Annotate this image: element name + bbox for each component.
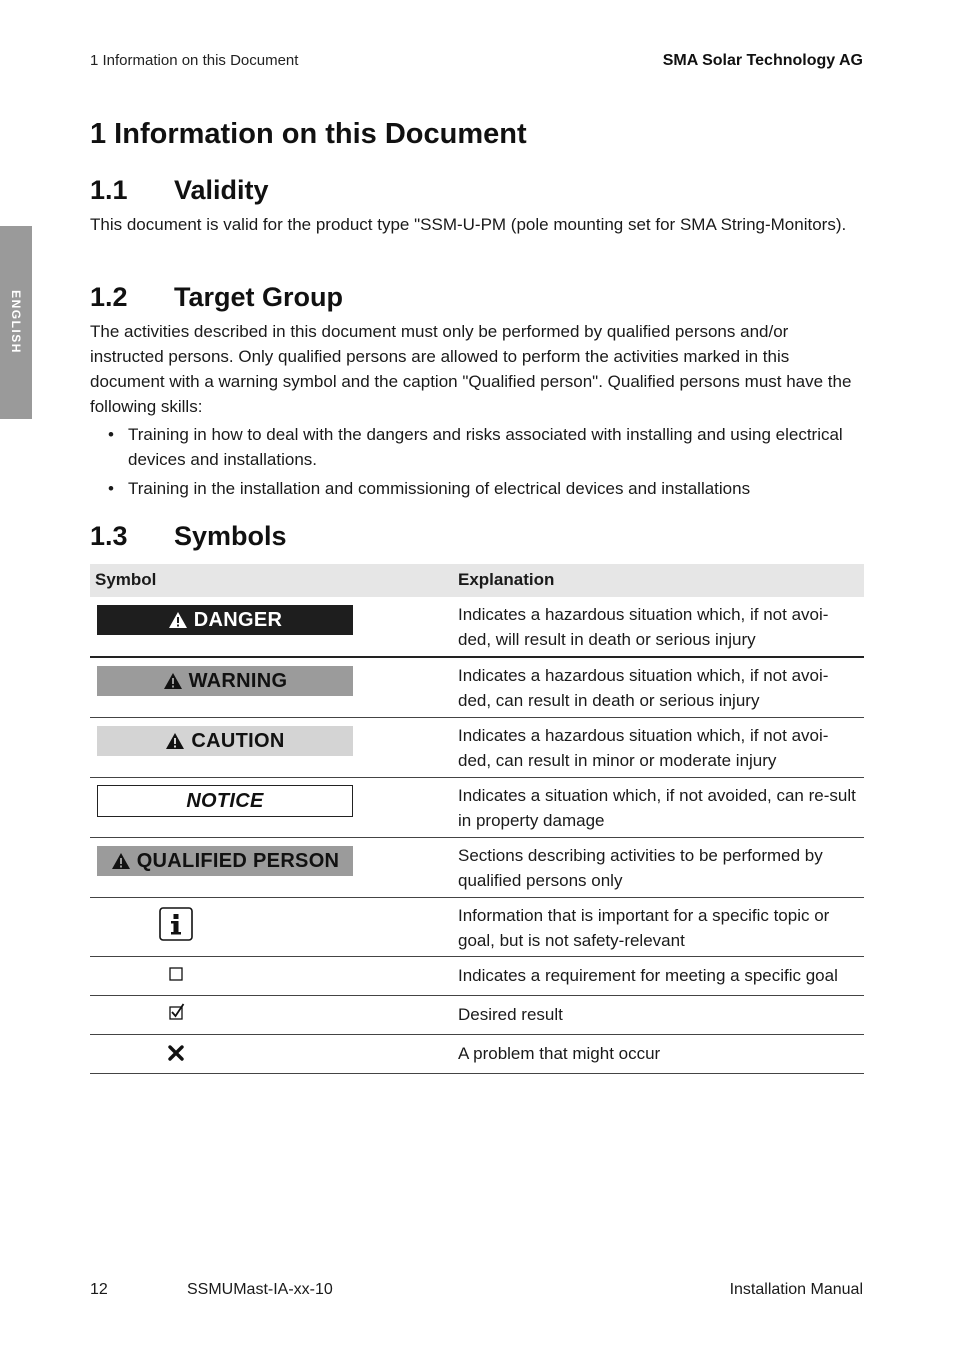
section-number: 1.3 [90, 521, 128, 551]
explanation-cell: Indicates a situation which, if not avoided, can re-sult in property damage [458, 786, 856, 830]
explanation-cell: Indicates a requirement for meeting a specific goal [458, 966, 838, 985]
warning-label: WARNING [188, 669, 288, 692]
section-number: 1.1 [90, 175, 128, 205]
danger-signal-word [97, 605, 353, 635]
info-icon [159, 907, 193, 941]
target-group-paragraph: The activities described in this document must only be performed by qualified persons and/or instructed persons. Only qualified persons are allowed to perform the activities marked in this document with a warning symbol and the caption "Qualified person". Qualified persons must have the following skills: [90, 322, 852, 416]
checkbox-empty-icon [169, 967, 183, 981]
column-header-explanation: Explanation [458, 570, 555, 589]
checkbox-checked-icon [169, 1003, 185, 1020]
section-heading-validity [90, 175, 269, 206]
table-row [90, 597, 864, 658]
explanation-cell: A problem that might occur [458, 1044, 661, 1063]
warning-triangle-icon [111, 852, 131, 870]
caution-signal-word [97, 726, 353, 756]
language-label: ENGLISH [9, 290, 23, 354]
explanation-cell: Sections describing activities to be performed by qualified persons only [458, 846, 823, 890]
validity-paragraph: This document is valid for the product type "SSM-U-PM (pole mounting set for SMA String-Monitors). [90, 215, 847, 234]
table-row [90, 838, 864, 898]
explanation-cell: Desired result [458, 1005, 563, 1024]
section-title: Symbols [174, 521, 287, 551]
symbols-table [90, 564, 864, 1074]
table-header [90, 564, 864, 597]
table-row [90, 898, 864, 957]
warning-triangle-icon [163, 672, 183, 690]
section-heading-target-group [90, 282, 343, 313]
list-item-text: Training in the installation and commissioning of electrical devices and installations [128, 479, 751, 498]
warning-signal-word [97, 666, 353, 696]
page-number: 12 [90, 1281, 108, 1298]
document-id: SSMUMast-IA-xx-10 [187, 1281, 333, 1298]
section-title: Validity [174, 175, 269, 205]
qualified-person-label: QUALIFIED PERSON [136, 849, 340, 872]
section-number: 1.2 [90, 282, 128, 312]
qualified-person-signal-word [97, 846, 353, 876]
section-heading-symbols [90, 521, 287, 552]
section-title: Target Group [174, 282, 344, 312]
table-row [90, 996, 864, 1035]
document-type: Installation Manual [729, 1281, 863, 1298]
chapter-title: 1 Information on this Document [90, 118, 527, 150]
bullet-icon: • [108, 479, 114, 498]
danger-label: DANGER [193, 608, 283, 631]
list-item-text: Training in how to deal with the dangers and risks associated with installing and using electrical devices and installations. [128, 425, 843, 469]
table-row [90, 718, 864, 778]
column-header-symbol: Symbol [95, 570, 157, 589]
table-row [90, 658, 864, 718]
warning-triangle-icon [165, 732, 185, 750]
running-header-section: 1 Information on this Document [90, 52, 299, 69]
warning-triangle-icon [168, 611, 188, 629]
table-row [90, 1035, 864, 1074]
notice-signal-word [97, 785, 353, 817]
bullet-icon: • [108, 425, 114, 444]
explanation-cell: Indicates a hazardous situation which, if not avoi-ded, can result in minor or moderate injury [458, 726, 829, 770]
explanation-cell: Information that is important for a specific topic or goal, but is not safety-relevant [458, 906, 830, 950]
explanation-cell: Indicates a hazardous situation which, if not avoi-ded, will result in death or serious injury [458, 605, 829, 649]
table-row [90, 957, 864, 996]
caution-label: CAUTION [191, 729, 285, 752]
explanation-cell: Indicates a hazardous situation which, if not avoi-ded, can result in death or serious injury [458, 666, 829, 710]
running-header-company: SMA Solar Technology AG [662, 52, 863, 69]
table-row [90, 778, 864, 838]
cross-icon [168, 1045, 184, 1061]
notice-label: NOTICE [186, 789, 264, 812]
language-side-tab [0, 226, 32, 419]
